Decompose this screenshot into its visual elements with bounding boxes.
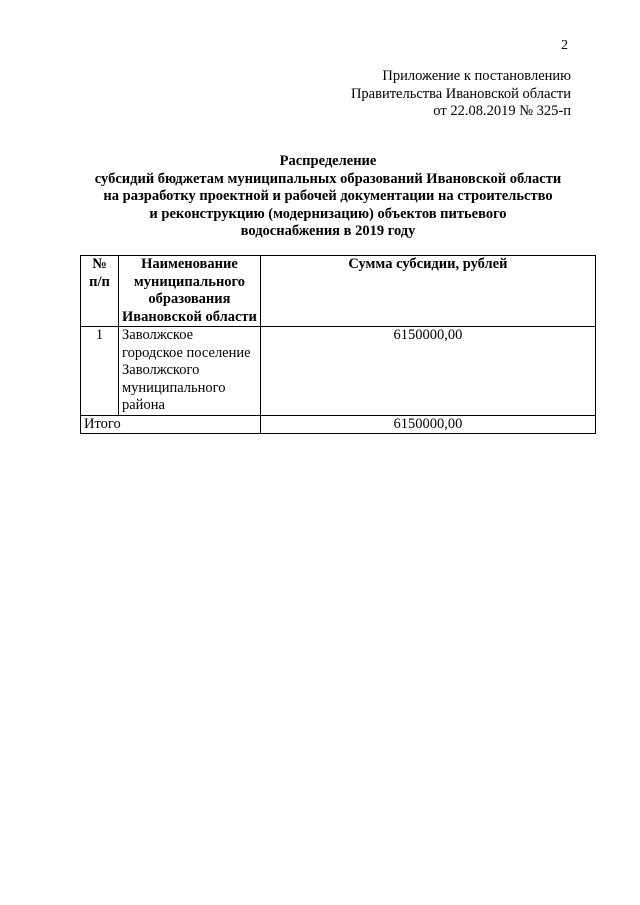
table-header-row	[81, 256, 596, 327]
header-number-line: №	[92, 256, 107, 272]
appendix-line: Правительства Ивановской области	[350, 85, 571, 102]
header-name-line: муниципального	[133, 273, 246, 290]
row-number: 1	[81, 327, 119, 416]
title-line: на разработку проектной и рабочей документации на строительство	[103, 188, 553, 204]
appendix-line: Приложение к постановлению	[382, 68, 571, 84]
document-title	[80, 153, 576, 241]
subsidy-distribution-table	[80, 255, 596, 434]
row-name-line: района	[122, 397, 165, 413]
header-municipality-name	[119, 256, 261, 327]
header-number-line: п/п	[89, 273, 110, 290]
page-number: 2	[561, 38, 568, 53]
title-line: субсидий бюджетам муниципальных образований Ивановской области	[94, 170, 562, 187]
row-municipality-name	[119, 327, 261, 416]
row-name-line: городское поселение	[122, 344, 251, 361]
row-name-line: муниципального	[122, 379, 226, 396]
title-line: и реконструкцию (модернизацию) объектов питьевого	[149, 205, 507, 222]
total-label: Итого	[81, 415, 261, 434]
header-name-line: Наименование	[141, 256, 238, 272]
row-name-line: Заволжского	[122, 362, 200, 378]
appendix-line: от 22.08.2019 № 325-п	[433, 103, 571, 119]
header-number	[81, 256, 119, 327]
appendix-note	[351, 68, 571, 121]
table-row	[81, 327, 596, 416]
title-line: Распределение	[279, 153, 377, 169]
header-name-line: Ивановской области	[122, 308, 257, 325]
row-name-line: Заволжское	[122, 327, 194, 343]
row-subsidy-sum: 6150000,00	[260, 327, 595, 416]
total-sum: 6150000,00	[260, 415, 595, 434]
table-total-row	[81, 415, 596, 434]
header-subsidy-sum: Сумма субсидии, рублей	[260, 256, 595, 327]
title-line: водоснабжения в 2019 году	[240, 223, 416, 239]
header-name-line: образования	[148, 291, 231, 307]
